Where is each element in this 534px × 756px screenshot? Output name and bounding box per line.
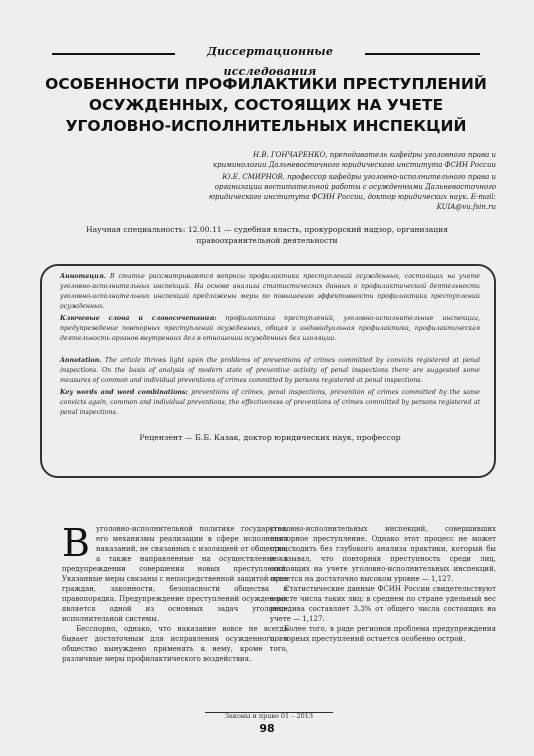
keywords-en [60,388,480,418]
body-paragraph: уголовно-исполнительных инспекций, совершивших повторное преступление. Однако этот процесс не может происходить без глубокого анализа практики, который бы показывал, что повторная преступность среди лиц, состоящих на учете уголовно-исполнительных инспекций, остается на достаточно высоком уровне — 1,127. [270,525,496,583]
section-title: Диссертационные исследования [175,42,365,62]
body-column-right [270,524,496,644]
author-block [200,150,496,214]
body-column-left [62,521,288,664]
journal-name: Законы и право 01 – 2013 [224,712,314,720]
keywords-en-label: Key words and word combinations: [60,389,188,396]
annotation-ru [60,272,480,312]
annotation-ru-text: В статье рассматриваются вопросы профилактики преступлений осужденных, состоящих на учете уголовно-исполнительных инспекций. На основе анализа статистических данных о профилактической деятельности уголовно-исполнительных инспекций предложены меры по повышению эффективности профилактики преступлений осужденных. [60,273,480,310]
abstract-box [40,264,496,478]
keywords-en-text: preventions of crimes, penal inspections, prevention of crimes committed by the same convicts again, common and individual preventions, the effectiveness of preventions of crimes committed by persons registered at penal inspections. [60,389,480,416]
author-2: Ю.Е. СМИРНОВ, профессор кафедры уголовно-исполнительного права и организации воспитательной работы с осужденными Дальневосточного юридического института ФСИН России, доктор юридических наук. E-mail: KUIA@vu.fsin.ru [208,173,496,211]
annotation-en-text: The article throws light upon the problems of preventions of crimes committed by convicts registered at penal inspections. On the basis of analysis of modern state of preventive activity of penal inspections there are suggested some measures of common and individual preventions of crimes committed by persons registered at penal inspections. [60,357,480,384]
keywords-ru-label: Ключевые слова и словосочетания: [60,315,217,322]
title-line: ОСУЖДЕННЫХ, СОСТОЯЩИХ НА УЧЕТЕ [88,96,444,114]
title-line: УГОЛОВНО-ИСПОЛНИТЕЛЬНЫХ ИНСПЕКЦИЙ [65,117,467,135]
annotation-ru-label: Аннотация. [60,273,107,280]
scientific-specialty: Научная специальность: 12.00.11 — судебная власть, прокурорский надзор, организация правоохранительной деятельности [85,225,449,245]
body-paragraph: Статистические данные ФСИН России свидетельствуют о росте числа таких лиц: в среднем по стране удельный вес рецидива составляет 3,3% от общего числа состоящих на учете — 1,127. [270,585,496,623]
keywords-ru [60,314,480,344]
author-1: Н.В. ГОНЧАРЕНКО, преподаватель кафедры уголовного права и криминологии Дальневосточного юридического института ФСИН России [212,151,496,169]
reviewer: Рецензент — Б.Б. Казак, доктор юридических наук, профессор [139,433,401,442]
article-title [40,74,492,137]
title-line: ОСОБЕННОСТИ ПРОФИЛАКТИКИ ПРЕСТУПЛЕНИЙ [45,75,487,93]
body-paragraph: Более того, в ряде регионов проблема предупреждения повторных преступлений остается особенно острой. [270,625,496,643]
body-paragraph: Бесспорно, однако, что наказание вовсе не всегда бывает достаточным для исправления осужденного, и общество вынуждено применять к нему, кроме того, различные меры профилактического воздействия. [62,625,288,663]
body-text: уголовно-исполнительной политике государства, его механизмы реализации в сфере исполнения наказаний, не связанных с изоляцией от общества, а также направленные на осуществление в предупреждении совершения новых преступлений. Указанные меры связаны с непосредственной защитой прав граждан, законности, безопасности общества и правопорядка. Предупреждение преступлений осужденных является одной из основных задач уголовно-исполнительной системы. [62,525,288,623]
drop-cap: В [62,521,90,565]
page-number: 98 [259,722,275,735]
keywords-ru-text: профилактика преступлений, уголовно-исполнительные инспекции, предупреждение повторных преступлений осужденных, общая и индивидуальная профилактика, профилактическая деятельность органов внутренних дел в отношении осужденных без изоляции. [60,315,480,342]
annotation-en [60,356,480,386]
body-paragraph [62,521,288,624]
annotation-en-label: Annotation. [60,357,102,364]
